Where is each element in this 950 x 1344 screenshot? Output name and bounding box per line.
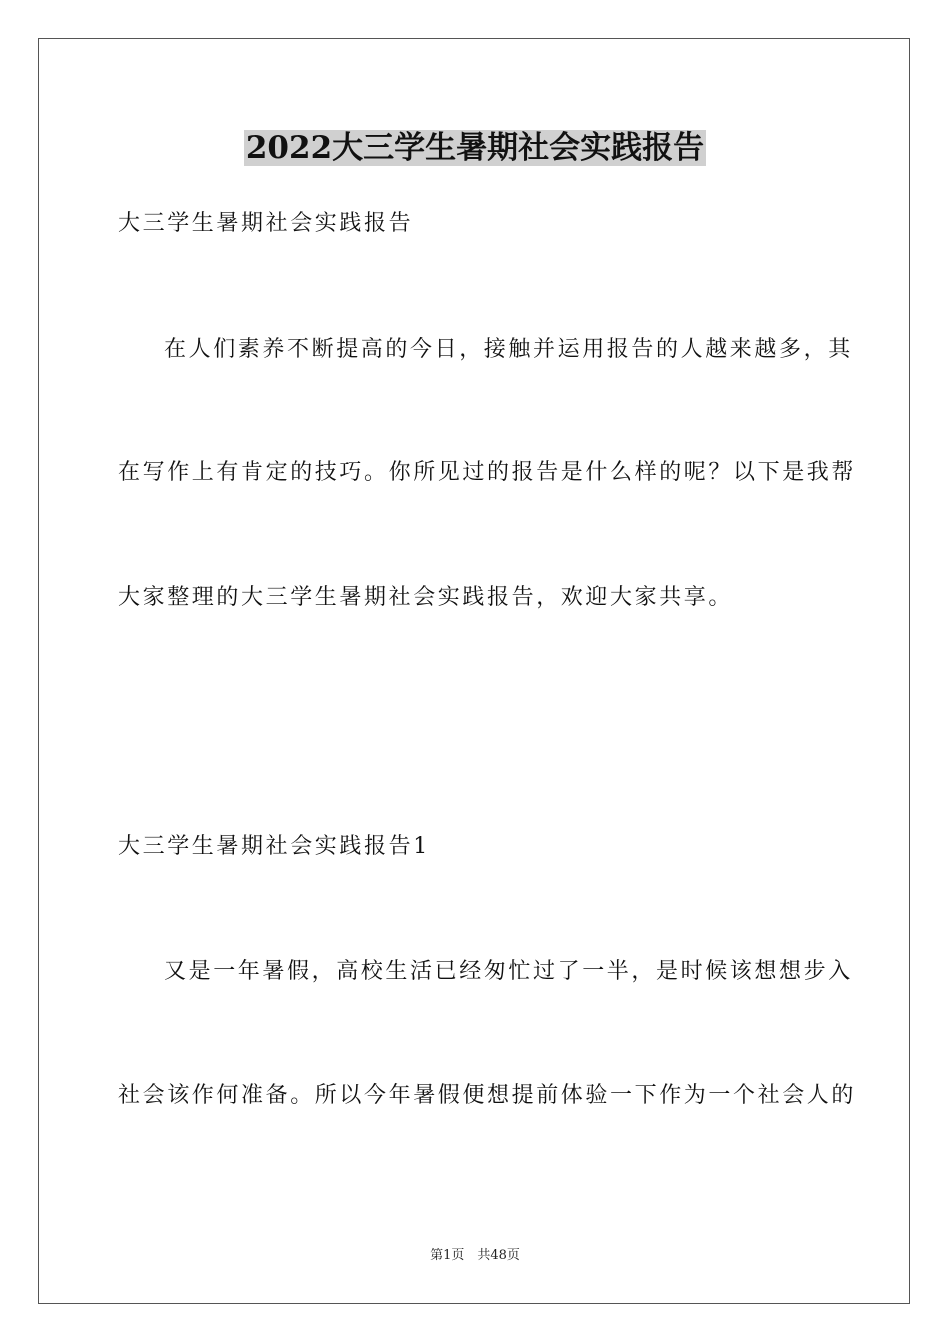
document-title-text: 2022大三学生暑期社会实践报告 [245, 130, 705, 166]
document-title [0, 126, 950, 170]
intro-paragraph-line: 在人们素养不断提高的今日，接触并运用报告的人越来越多，其 [164, 337, 853, 362]
section-paragraph-line: 又是一年暑假，高校生活已经匆忙过了一半，是时候该想想步入 [164, 959, 853, 984]
intro-paragraph-line: 大家整理的大三学生暑期社会实践报告，欢迎大家共享。 [118, 585, 734, 610]
section-heading: 大三学生暑期社会实践报告1 [118, 834, 430, 859]
document-subtitle: 大三学生暑期社会实践报告 [118, 211, 414, 236]
page-footer: 第1页 共48页 [430, 1248, 520, 1263]
section-paragraph-line: 社会该作何准备。所以今年暑假便想提前体验一下作为一个社会人的 [118, 1083, 857, 1108]
intro-paragraph-line: 在写作上有肯定的技巧。你所见过的报告是什么样的呢？以下是我帮 [118, 460, 857, 485]
